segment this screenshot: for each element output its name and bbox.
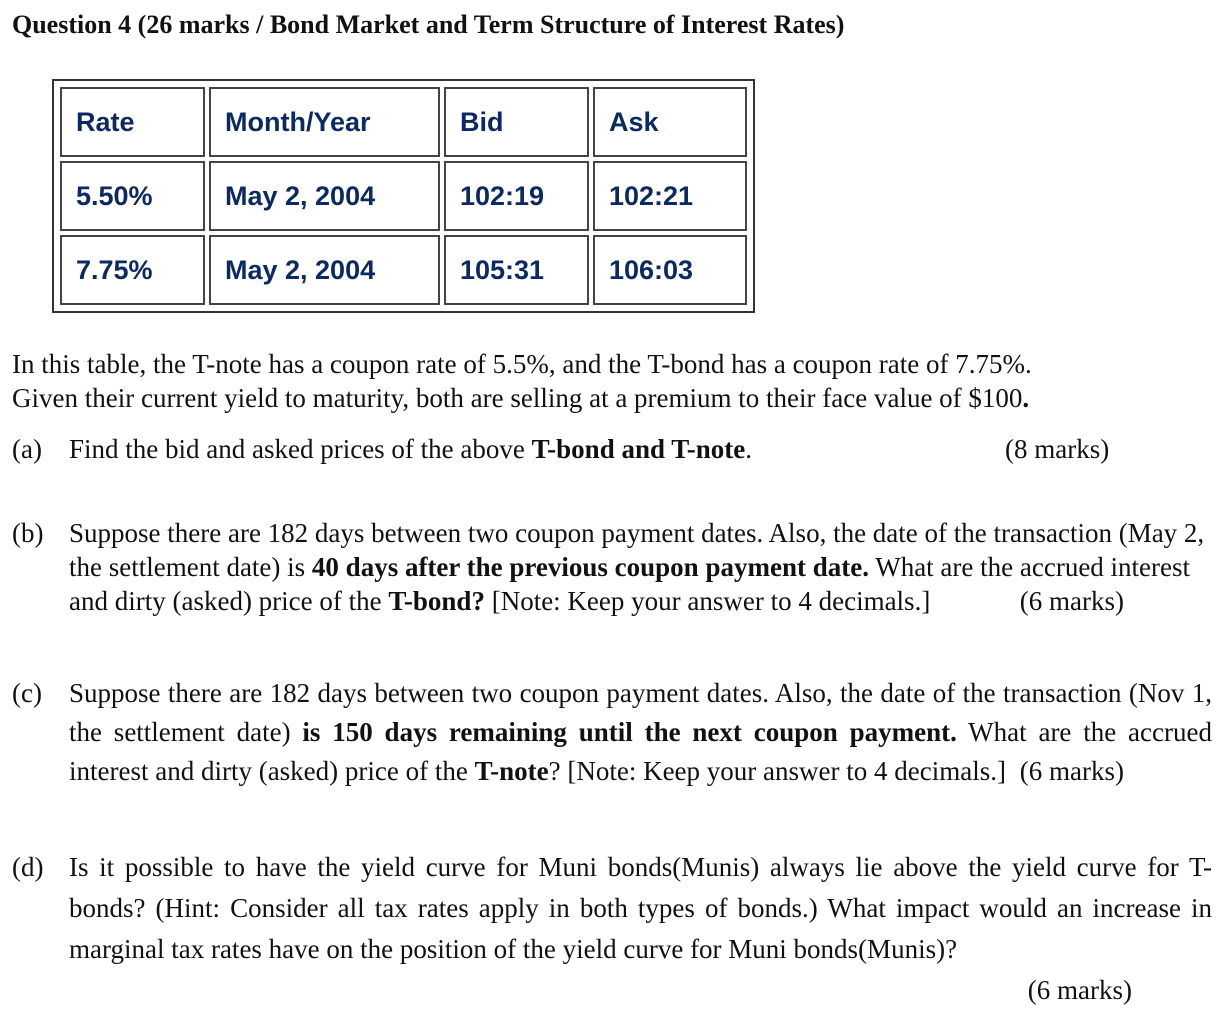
cell-bid: 102:19 (444, 161, 589, 231)
part-d-label: (d) (12, 852, 44, 882)
part-a-text: Find the bid and asked prices of the above T-bond and T-note. (69, 434, 753, 464)
header-month-year: Month/Year (209, 87, 440, 157)
part-a-label: (a) (12, 434, 42, 464)
header-ask: Ask (593, 87, 747, 157)
part-b-label: (b) (12, 518, 44, 548)
cell-month-year: May 2, 2004 (209, 235, 440, 305)
part-c-text: Suppose there are 182 days between two coupon payment dates. Also, the date of the transaction (Nov 1, the settlement date) is 150 days remaining until the next coupon payment. What are the accrued interest and dirty (asked) price of the T-note? [Note: Keep your answer to 4 decimals.] (69, 678, 1212, 786)
cell-rate: 7.75% (60, 235, 205, 305)
part-c (12, 674, 1212, 791)
cell-ask: 106:03 (593, 235, 747, 305)
part-d (12, 847, 1212, 1011)
cell-rate: 5.50% (60, 161, 205, 231)
part-b-text: Suppose there are 182 days between two coupon payment dates. Also, the date of the transaction (May 2, the settlement date) is 40 days after the previous coupon payment date. What are the accrued interest and dirty (asked) price of the T-bond? [Note: Keep your answer to 4 decimals.] (69, 518, 1205, 616)
part-c-marks: (6 marks) (1019, 756, 1124, 786)
part-b-marks: (6 marks) (1019, 586, 1124, 616)
part-a-marks: (8 marks) (1005, 434, 1110, 464)
cell-ask: 102:21 (593, 161, 747, 231)
cell-bid: 105:31 (444, 235, 589, 305)
part-d-text: Is it possible to have the yield curve for Muni bonds(Munis) always lie above the yield curve for T-bonds? (Hint: Consider all tax rates apply in both types of bonds.) What impact would an increase in marginal tax rates have on the position of the yield curve for Muni bonds(Munis)? (69, 852, 1212, 964)
intro-line-2: Given their current yield to maturity, both are selling at a premium to their face value of $100. (12, 383, 1030, 413)
table-row (60, 235, 747, 305)
cell-month-year: May 2, 2004 (209, 161, 440, 231)
table-header-row (60, 87, 747, 157)
table-row (60, 161, 747, 231)
part-b (12, 516, 1212, 618)
intro-line-1: In this table, the T-note has a coupon rate of 5.5%, and the T-bond has a coupon rate of 7.75%. (12, 349, 1032, 379)
part-c-label: (c) (12, 678, 42, 708)
part-d-marks: (6 marks) (1027, 975, 1132, 1005)
bond-quote-table (52, 79, 755, 313)
header-bid: Bid (444, 87, 589, 157)
intro-paragraph (12, 347, 1227, 415)
question-title: Question 4 (26 marks / Bond Market and Term Structure of Interest Rates) (12, 10, 845, 39)
part-a (12, 432, 1212, 466)
header-rate: Rate (60, 87, 205, 157)
